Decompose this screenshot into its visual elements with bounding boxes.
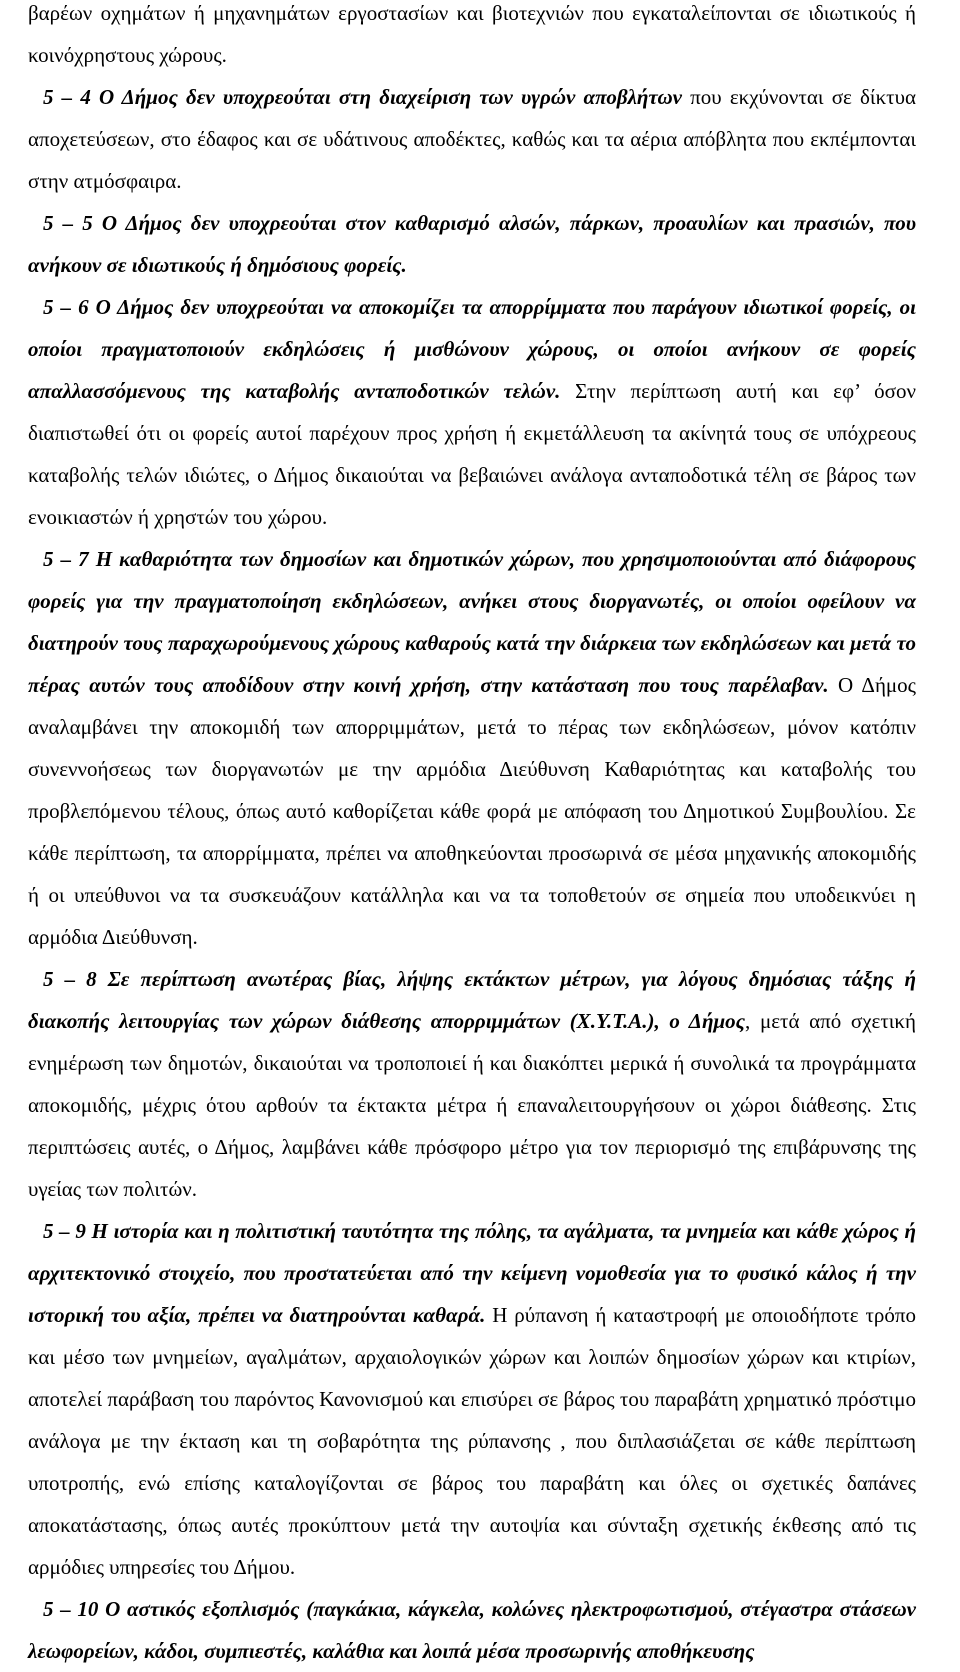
paragraph-text: που εκχύνονται σε δίκτυα αποχετεύσεων, στο έδαφος και σε υδάτινους αποδέκτες, καθώς και τα αέρια απόβλητα που εκπέμπονται στην ατμόσφαιρα. <box>28 85 916 193</box>
paragraph-5-4 <box>28 76 916 202</box>
paragraph-5-6 <box>28 286 916 538</box>
paragraph-5-7 <box>28 538 916 958</box>
paragraph-text: Ο Δήμος αναλαμβάνει την αποκομιδή των απορριμμάτων, μετά το πέρας των εκδηλώσεων, μόνον κατόπιν συνεννοήσεως των διοργανωτών με την αρμόδια Διεύθυνση Καθαριότητας και καταβολής του προβλεπόμενου τέλους, όπως αυτό καθορίζεται κάθε φορά με απόφαση του Δημοτικού Συμβουλίου. Σε κάθε περίπτωση, τα απορρίμματα, πρέπει να αποθηκεύονται προσωρινά σε μέσα μηχανικής αποκομιδής ή οι υπεύθυνοι να τα συσκευάζουν κατάλληλα και να τα τοποθετούν σε σημεία που υποδεικνύει η αρμόδια Διεύθυνση. <box>28 673 916 949</box>
paragraph-heading: 5 – 8 Σε περίπτωση ανωτέρας βίας, λήψης εκτάκτων μέτρων, για λόγους δημόσιας τάξης ή διακοπής λειτουργίας των χώρων διάθεσης απορριμμάτων (Χ.Υ.Τ.Α.), ο Δήμος <box>28 967 916 1033</box>
paragraph-text: βαρέων οχημάτων ή μηχανημάτων εργοστασίων και βιοτεχνιών που εγκαταλείπονται σε ιδιωτικούς ή κοινόχρηστους χώρους. <box>28 1 916 67</box>
paragraph-heading: 5 – 4 Ο Δήμος δεν υποχρεούται στη διαχείριση των υγρών αποβλήτων <box>43 85 682 109</box>
paragraph-5-8 <box>28 958 916 1210</box>
paragraph-text: Στην περίπτωση αυτή και εφ’ όσον διαπιστωθεί ότι οι φορείς αυτοί παρέχουν προς χρήση ή εκμετάλλευση τα ακίνητά τους σε υπόχρεους καταβολής τελών ιδιώτες, ο Δήμος δικαιούται να βεβαιώνει ανάλογα ανταποδοτικά τέλη σε βάρος των ενοικιαστών ή χρηστών του χώρου. <box>28 379 916 529</box>
paragraph-5-10 <box>28 1588 916 1672</box>
paragraph-heading: 5 – 7 Η καθαριότητα των δημοσίων και δημοτικών χώρων, που χρησιμοποιούνται από διάφορους φορείς για την πραγματοποίηση εκδηλώσεων, ανήκει στους διοργανωτές, οι οποίοι οφείλουν να διατηρούν τους παραχωρούμενους χώρους καθαρούς κατά την διάρκεια των εκδηλώσεων και μετά το πέρας αυτών τους αποδίδουν στην κοινή χρήση, στην κατάσταση που τους παρέλαβαν. <box>28 547 916 697</box>
paragraph-5-5 <box>28 202 916 286</box>
paragraph-heading: 5 – 9 Η ιστορία και η πολιτιστική ταυτότητα της πόλης, τα αγάλματα, τα μνημεία και κάθε χώρος ή αρχιτεκτονικό στοιχείο, που προστατεύεται από την κείμενη νομοθεσία για το φυσικό κάλος ή την ιστορική του αξία, πρέπει να διατηρούνται καθαρά. <box>28 1219 916 1327</box>
paragraph-5-9 <box>28 1210 916 1588</box>
paragraph-heading: 5 – 5 Ο Δήμος δεν υποχρεούται στον καθαρισμό αλσών, πάρκων, προαυλίων και πρασιών, που ανήκουν σε ιδιωτικούς ή δημόσιους φορείς. <box>28 211 916 277</box>
paragraph-text: , μετά από σχετική ενημέρωση των δημοτών, δικαιούται να τροποποιεί ή και διακόπτει μερικά ή συνολικά τα προγράμματα αποκομιδής, μέχρις ότου αρθούν τα έκτακτα μέτρα ή επαναλειτουργήσουν οι χώροι διάθεσης. Στις περιπτώσεις αυτές, ο Δήμος, λαμβάνει κάθε πρόσφορο μέτρο για τον περιορισμό της επιβάρυνσης της υγείας των πολιτών. <box>28 1009 916 1201</box>
paragraph-heading: 5 – 10 Ο αστικός εξοπλισμός (παγκάκια, κάγκελα, κολώνες ηλεκτροφωτισμού, στέγαστρα στάσεων λεωφορείων, κάδοι, συμπιεστές, καλάθια και λοιπά μέσα προσωρινής αποθήκευσης <box>28 1597 916 1663</box>
paragraph-heading: 5 – 6 Ο Δήμος δεν υποχρεούται να αποκομίζει τα απορρίμματα που παράγουν ιδιωτικοί φορείς, οι οποίοι πραγματοποιούν εκδηλώσεις ή μισθώνουν χώρους, οι οποίοι ανήκουν σε φορείς απαλλασσόμενους της καταβολής ανταποδοτικών τελών. <box>28 295 916 403</box>
paragraph-continuation <box>28 0 916 76</box>
paragraph-text: Η ρύπανση ή καταστροφή με οποιοδήποτε τρόπο και μέσο των μνημείων, αγαλμάτων, αρχαιολογικών χώρων και λοιπών δημοσίων χώρων και κτιρίων, αποτελεί παράβαση του παρόντος Κανονισμού και επισύρει σε βάρος του παραβάτη χρηματικό πρόστιμο ανάλογα με την έκταση και τη σοβαρότητα της ρύπανσης , που διπλασιάζεται σε κάθε περίπτωση υποτροπής, ενώ επίσης καταλογίζονται σε βάρος του παραβάτη και όλες οι σχετικές δαπάνες αποκατάστασης, όπως αυτές προκύπτουν μετά την αυτοψία και σύνταξη σχετικής έκθεσης από τις αρμόδιες υπηρεσίες του Δήμου. <box>28 1303 916 1579</box>
